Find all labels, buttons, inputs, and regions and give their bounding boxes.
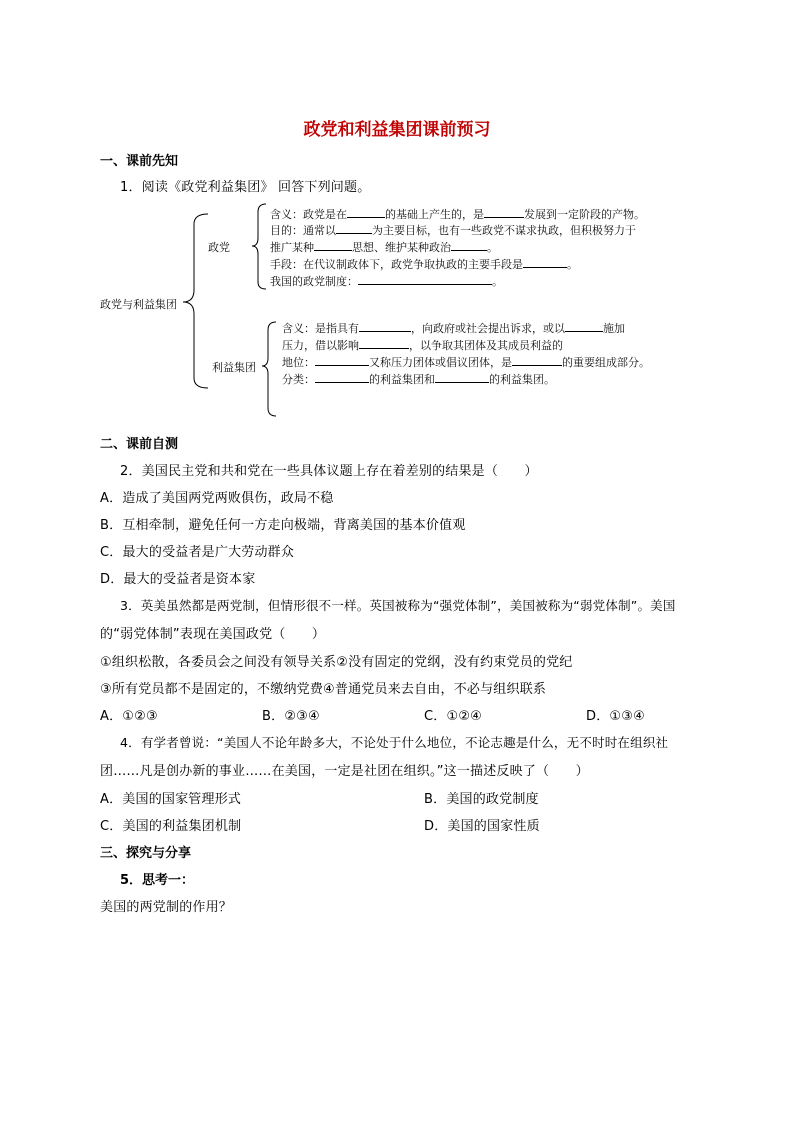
question-4-stem-line2: 团……凡是创办新的事业……在美国，一定是社团在组织。”这一描述反映了（ ） xyxy=(100,764,589,779)
interest-group-label: 利益集团 xyxy=(212,361,256,374)
diagram-root-label: 政党与利益集团 xyxy=(100,298,177,311)
question-2-option-d: D．最大的受益者是资本家 xyxy=(100,572,256,587)
party-bracket xyxy=(252,204,266,289)
group-definition-cont: 压力，借以影响 ，以争取其团体及其成员利益的 xyxy=(282,339,563,352)
party-system-china: 我国的政党制度： 。 xyxy=(270,275,503,288)
question-3-stem-line2: 的“弱党体制”表现在美国政党（ ） xyxy=(100,627,326,642)
question-3-stem-line1: 3．英美虽然都是两党制，但情形很不一样。英国被称为“强党体制”，美国被称为“弱党体制”。美国 xyxy=(120,598,676,613)
main-bracket xyxy=(183,214,208,388)
section-heading-2: 二、课前自测 xyxy=(100,437,179,452)
question-5-label: 5．思考一： xyxy=(120,873,195,888)
question-2-option-a: A．造成了美国两党两败俱伤，政局不稳 xyxy=(100,491,334,506)
page-title: 政党和利益集团课前预习 xyxy=(303,120,491,140)
question-2-stem: 2．美国民主党和共和党在一些具体议题上存在着差别的结果是（ ） xyxy=(120,464,538,479)
party-label: 政党 xyxy=(208,241,230,254)
group-status: 地位： 又称压力团体或倡议团体，是 的重要组成部分。 xyxy=(282,356,650,369)
party-definition: 含义：政党是在 的基础上产生的，是 发展到一定阶段的产物。 xyxy=(270,208,645,221)
question-3-option-b: B．②③④ xyxy=(262,709,320,724)
question-3-option-c: C．①②④ xyxy=(424,709,483,724)
party-purpose-cont: 推广某种 思想、维护某种政治 。 xyxy=(270,241,498,254)
group-classification: 分类： 的利益集团和 的利益集团。 xyxy=(282,373,555,386)
question-3-items-2: ③所有党员都不是固定的，不缴纳党费④普通党员来去自由，不必与组织联系 xyxy=(100,682,547,697)
question-4-option-c: C．美国的利益集团机制 xyxy=(100,819,242,834)
question-2-option-b: B．互相牵制，避免任何一方走向极端，背离美国的基本价值观 xyxy=(100,518,466,533)
group-bracket xyxy=(262,322,276,416)
question-3-items-1: ①组织松散，各委员会之间没有领导关系②没有固定的党纲，没有约束党员的党纪 xyxy=(100,655,573,670)
question-2-option-c: C．最大的受益者是广大劳动群众 xyxy=(100,545,295,560)
group-definition: 含义：是指具有 ，向政府或社会提出诉求，或以 施加 xyxy=(282,322,625,335)
section-heading-3: 三、探究与分享 xyxy=(100,846,192,861)
party-means: 手段：在代议制政体下，政党争取执政的主要手段是 。 xyxy=(270,258,578,271)
question-5-text: 美国的两党制的作用？ xyxy=(100,900,233,915)
question-4-stem-line1: 4．有学者曾说：“美国人不论年龄多大，不论处于什么地位，不论志趣是什么，无不时时在组织社 xyxy=(120,735,669,750)
question-4-option-d: D．美国的国家性质 xyxy=(424,819,540,834)
question-3-option-a: A．①②③ xyxy=(100,709,158,724)
party-purpose: 目的：通常以 为主要目标，也有一些政党不谋求执政，但积极努力于 xyxy=(270,224,636,237)
question-4-option-b: B．美国的政党制度 xyxy=(424,792,539,807)
section-heading-1: 一、课前先知 xyxy=(100,154,179,169)
question-3-option-d: D．①③④ xyxy=(586,709,645,724)
question-4-option-a: A．美国的国家管理形式 xyxy=(100,792,242,807)
question-1: 1．阅读《政党利益集团》 回答下列问题。 xyxy=(120,180,371,195)
